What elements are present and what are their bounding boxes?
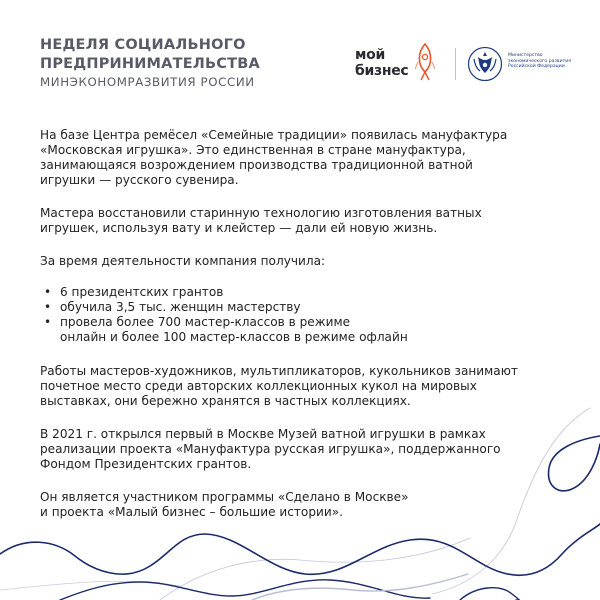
russian-emblem-icon bbox=[467, 46, 503, 82]
text-line: обучила 3,5 тыс. женщин мастерству bbox=[60, 300, 301, 314]
article-body bbox=[40, 128, 560, 538]
text-line: и проекта «Малый бизнес – большие истории». bbox=[40, 505, 343, 519]
text-line: занимающаяся возрождением производства традиционной ватной bbox=[40, 158, 473, 172]
ministry-line-1: Министерство bbox=[508, 53, 543, 58]
logo-divider bbox=[455, 48, 456, 80]
bullet-icon: • bbox=[44, 285, 52, 299]
text-line: игрушек, используя вату и клейстер — дали ей новую жизнь. bbox=[40, 221, 438, 235]
paragraph-programs bbox=[40, 490, 560, 520]
list-item bbox=[40, 300, 560, 315]
paragraph-intro bbox=[40, 128, 560, 188]
header-subtitle: МИНЭКОНОМРАЗВИТИЯ РОССИИ bbox=[40, 75, 255, 89]
text-line: На базе Центра ремёсел «Семейные традиции» появилась мануфактура bbox=[40, 128, 508, 142]
ministry-line-2: экономического развития bbox=[508, 58, 571, 64]
list-item bbox=[40, 285, 560, 300]
moy-biznes-line-1: мой bbox=[355, 47, 385, 63]
moy-biznes-logo bbox=[355, 48, 445, 82]
text-line: Фондом Президентских грантов. bbox=[40, 457, 252, 471]
text-line: Мастера восстановили старинную технологию изготовления ватных bbox=[40, 206, 482, 220]
paragraph-artists bbox=[40, 364, 560, 409]
text-line: реализации проекта «Мануфактура русская игрушка», поддержанного bbox=[40, 442, 501, 456]
text-line: За время деятельности компания получила: bbox=[40, 254, 326, 268]
header-title-block bbox=[40, 36, 280, 89]
text-line: Работы мастеров-художников, мультипликаторов, кукольников занимают bbox=[40, 364, 518, 378]
paragraph-achievements-intro bbox=[40, 254, 560, 269]
text-line: В 2021 г. открылся первый в Москве Музей ватной игрушки в рамках bbox=[40, 427, 486, 441]
header-title-line-2: ПРЕДПРИНИМАТЕЛЬСТВА bbox=[40, 56, 260, 72]
achievements-list bbox=[40, 285, 560, 345]
list-item bbox=[40, 315, 560, 345]
text-line: 6 президентских грантов bbox=[60, 285, 224, 299]
ministry-line-3: Российской Федерации bbox=[508, 64, 565, 70]
text-line: онлайн и более 100 мастер-классов в режиме офлайн bbox=[60, 330, 408, 344]
text-line: выставках, они бережно хранятся в частных коллекциях. bbox=[40, 394, 411, 408]
moy-biznes-wordmark bbox=[355, 48, 408, 78]
bullet-icon: • bbox=[44, 315, 52, 329]
text-line: почетное место среди авторских коллекционных кукол на мировых bbox=[40, 379, 477, 393]
text-line: Он является участником программы «Сделано в Москве» bbox=[40, 490, 409, 504]
paragraph-museum bbox=[40, 427, 560, 472]
text-line: провела более 700 мастер-классов в режиме bbox=[60, 315, 351, 329]
moy-biznes-line-2: бизнес bbox=[355, 63, 409, 79]
paragraph-technology bbox=[40, 206, 560, 236]
bullet-icon: • bbox=[44, 300, 52, 314]
ministry-name bbox=[508, 53, 588, 70]
flame-rocket-icon bbox=[415, 42, 435, 82]
header-title-line-1: НЕДЕЛЯ СОЦИАЛЬНОГО bbox=[40, 37, 246, 53]
text-line: «Московская игрушка». Это единственная в стране мануфактура, bbox=[40, 143, 466, 157]
text-line: игрушки — русского сувенира. bbox=[40, 173, 239, 187]
